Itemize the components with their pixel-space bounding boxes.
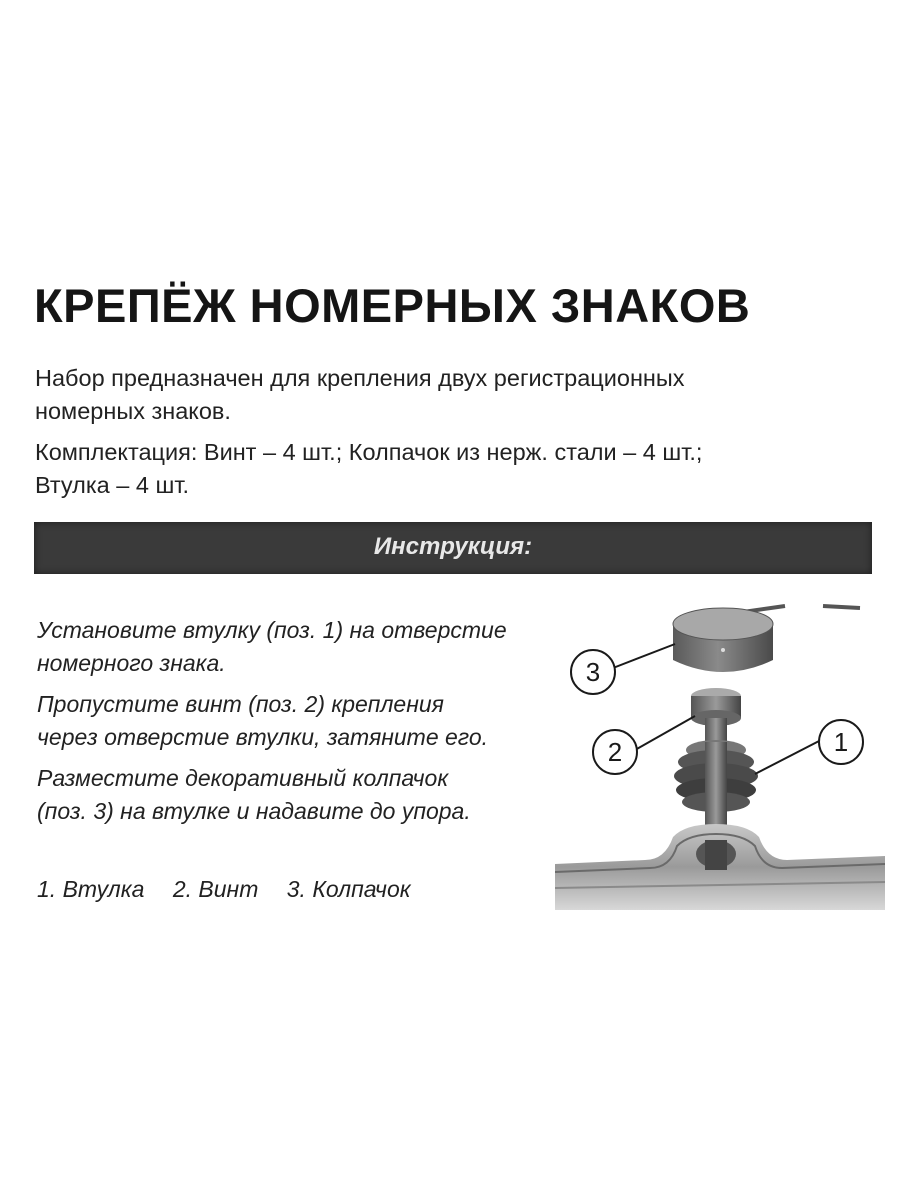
parts-legend — [37, 876, 557, 903]
legend-item-cap: 3. Колпачок — [286, 876, 411, 902]
step-1-line-1: Установите втулку (поз. 1) на отверстие — [37, 617, 507, 643]
assembly-diagram — [555, 592, 885, 932]
callout-1-leader — [755, 740, 821, 774]
page-title: КРЕПЁЖ НОМЕРНЫХ ЗНАКОВ — [34, 279, 751, 332]
kit-line-2: Втулка – 4 шт. — [35, 472, 190, 498]
instruction-header-label: Инструкция: — [373, 533, 533, 560]
callout-2-label: 2 — [607, 737, 623, 767]
kit-contents-paragraph — [35, 436, 865, 502]
step-2-line-2: через отверстие втулки, затяните его. — [37, 724, 489, 750]
assembly-illustration — [555, 592, 885, 932]
callout-1-label: 1 — [833, 727, 849, 757]
step-1-line-2: номерного знака. — [37, 650, 226, 676]
legend-item-screw: 2. Винт — [172, 876, 259, 902]
legend-item-bushing: 1. Втулка — [37, 876, 145, 902]
kit-line-1: Комплектация: Винт – 4 шт.; Колпачок из нерж. стали – 4 шт.; — [35, 439, 703, 465]
instruction-header-band — [34, 522, 872, 574]
instruction-steps — [37, 614, 567, 836]
callout-3-leader — [613, 644, 675, 668]
step-3 — [37, 762, 567, 828]
step-3-line-2: (поз. 3) на втулке и надавите до упора. — [37, 798, 471, 824]
cap-part — [673, 608, 773, 672]
intro-line-1: Набор предназначен для крепления двух регистрационных — [35, 365, 685, 391]
callout-2-leader — [635, 716, 695, 750]
intro-line-2: номерных знаков. — [35, 398, 231, 424]
callout-1 — [819, 720, 863, 764]
intro-paragraph — [35, 362, 855, 428]
mark-top-2 — [823, 606, 860, 608]
step-1 — [37, 614, 567, 680]
step-2 — [37, 688, 567, 754]
callout-3 — [571, 650, 615, 694]
step-3-line-1: Разместите декоративный колпачок — [37, 765, 449, 791]
callout-2 — [593, 730, 637, 774]
plate-surface — [555, 824, 885, 910]
bushing-part — [674, 740, 758, 812]
step-2-line-1: Пропустите винт (поз. 2) крепления — [37, 691, 444, 717]
callout-3-label: 3 — [585, 657, 601, 687]
